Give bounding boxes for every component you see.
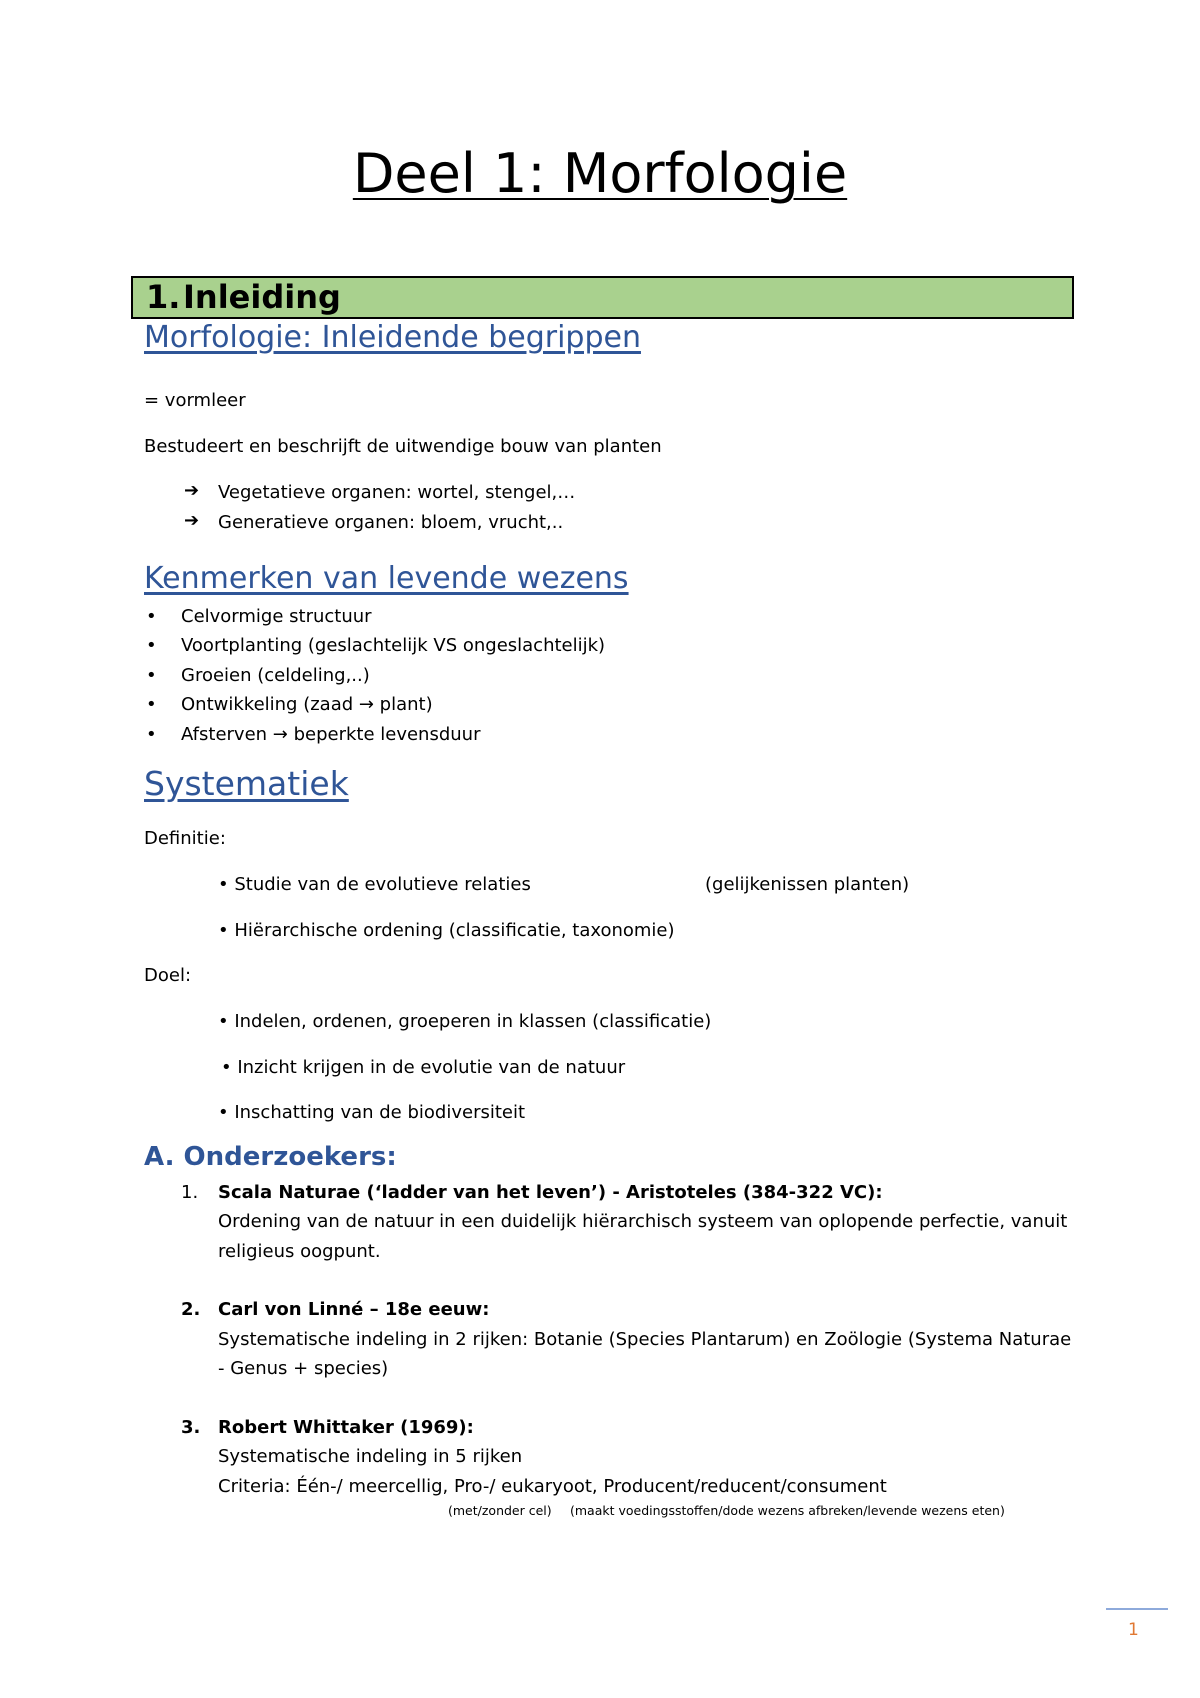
bullet-icon: • xyxy=(146,635,157,656)
doel-item: • Inzicht krijgen in de evolutie van de natuur xyxy=(221,1057,626,1078)
list-item: Groeien (celdeling,..) xyxy=(181,665,370,686)
bullet-icon: • xyxy=(146,694,157,715)
researcher-text: religieus oogpunt. xyxy=(218,1241,381,1262)
bullet-icon: • xyxy=(146,724,157,745)
doel-item: • Indelen, ordenen, groeperen in klassen (classificatie) xyxy=(218,1011,712,1032)
list-item: Celvormige structuur xyxy=(181,606,372,627)
researcher-number: 3. xyxy=(181,1417,201,1438)
researcher-text: Systematische indeling in 5 rijken xyxy=(218,1446,523,1467)
arrow-icon: ➔ xyxy=(184,480,200,501)
heading-onderzoekers: A. Onderzoekers: xyxy=(144,1142,397,1172)
researcher-title: Carl von Linné – 18e eeuw: xyxy=(218,1299,490,1320)
list-item: Ontwikkeling (zaad → plant) xyxy=(181,694,433,715)
definition-text: = vormleer xyxy=(144,390,246,411)
section-number: 1. xyxy=(146,278,181,316)
doel-label: Doel: xyxy=(144,965,192,986)
criteria-note: (maakt voedingsstoffen/dode wezens afbreken/levende wezens eten) xyxy=(570,1503,1005,1518)
definitie-item: • Studie van de evolutieve relaties xyxy=(218,874,531,895)
heading-systematiek: Systematiek xyxy=(144,764,349,803)
researcher-text: Ordening van de natuur in een duidelijk hiërarchisch systeem van oplopende perfectie, vanuit xyxy=(218,1211,1068,1232)
definitie-label: Definitie: xyxy=(144,828,226,849)
bullet-icon: • xyxy=(146,665,157,686)
list-item: Voortplanting (geslachtelijk VS ongeslachtelijk) xyxy=(181,635,606,656)
researcher-text: Criteria: Één-/ meercellig, Pro-/ eukaryoot, Producent/reducent/consument xyxy=(218,1476,887,1497)
researcher-text: Systematische indeling in 2 rijken: Botanie (Species Plantarum) en Zoölogie (Systema Naturae xyxy=(218,1329,1072,1350)
list-item: Afsterven → beperkte levensduur xyxy=(181,724,481,745)
description-text: Bestudeert en beschrijft de uitwendige bouw van planten xyxy=(144,436,662,457)
researcher-text: - Genus + species) xyxy=(218,1358,389,1379)
heading-kenmerken: Kenmerken van levende wezens xyxy=(144,561,629,596)
criteria-note: (met/zonder cel) xyxy=(448,1503,552,1518)
researcher-number: 1. xyxy=(181,1182,199,1203)
page-title: Deel 1: Morfologie xyxy=(352,142,848,205)
arrow-item: Vegetatieve organen: wortel, stengel,… xyxy=(218,482,576,503)
page-number: 1 xyxy=(1128,1620,1139,1640)
arrow-item: Generatieve organen: bloem, vrucht,.. xyxy=(218,512,564,533)
researcher-title: Scala Naturae (‘ladder van het leven’) - Aristoteles (384-322 VC): xyxy=(218,1182,883,1203)
researcher-number: 2. xyxy=(181,1299,201,1320)
section-title: Inleiding xyxy=(183,278,341,316)
doel-item: • Inschatting van de biodiversiteit xyxy=(218,1102,526,1123)
footer-divider xyxy=(1106,1608,1168,1610)
bullet-icon: • xyxy=(146,606,157,627)
definitie-note: (gelijkenissen planten) xyxy=(705,874,910,895)
definitie-item: • Hiërarchische ordening (classificatie, taxonomie) xyxy=(218,920,675,941)
heading-morfologie: Morfologie: Inleidende begrippen xyxy=(144,320,641,355)
arrow-icon: ➔ xyxy=(184,510,200,531)
researcher-title: Robert Whittaker (1969): xyxy=(218,1417,474,1438)
